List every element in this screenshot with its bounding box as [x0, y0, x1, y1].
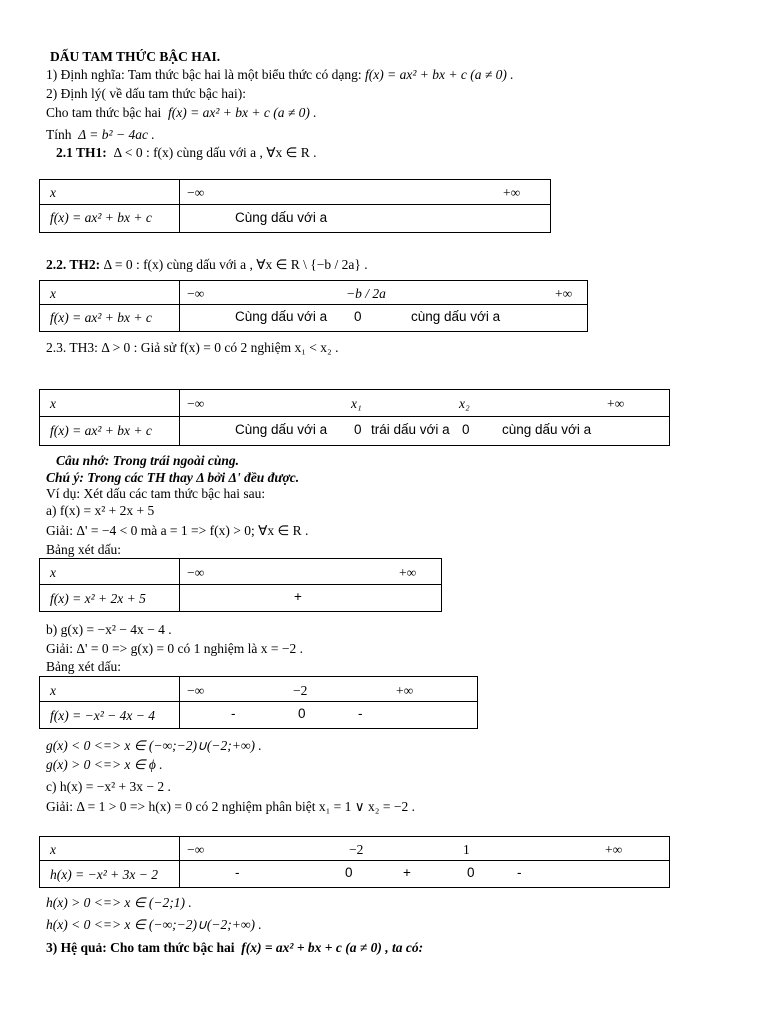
negative-sign: - — [517, 865, 522, 880]
definition-formula: f(x) = ax² + bx + c (a ≠ 0) . — [364, 67, 514, 82]
case2-line — [46, 257, 368, 273]
minus-infinity: −∞ — [187, 683, 205, 698]
sign-table-case1 — [39, 179, 551, 233]
sign-left: Cùng dấu với a — [235, 309, 328, 324]
function-label: f(x) = ax² + bx + c — [50, 210, 152, 225]
root-x1: x₁ — [351, 396, 362, 411]
definition-text: 1) Định nghĩa: Tam thức bậc hai là một biểu thức có dạng: — [46, 67, 362, 82]
corollary-formula: f(x) = ax² + bx + c (a ≠ 0) , ta có: — [241, 940, 424, 955]
negative-sign: - — [358, 706, 363, 721]
root-value: −b / 2a — [346, 286, 386, 301]
root-value: −2 — [349, 842, 364, 857]
corollary-line — [46, 940, 423, 956]
solution-c: Giải: Δ = 1 > 0 => h(x) = 0 có 2 nghiệm phân biệt x₁ = 1 ∨ x₂ = −2 . — [46, 799, 415, 814]
delta-line — [46, 127, 155, 143]
sign-same-as-a: Cùng dấu với a — [235, 210, 328, 225]
positive-sign: + — [403, 865, 411, 880]
theorem-heading: 2) Định lý( về dấu tam thức bậc hai): — [46, 86, 247, 101]
sign-table-caption: Bảng xét dấu: — [46, 659, 121, 674]
plus-infinity: +∞ — [555, 286, 573, 301]
result-c-negative: h(x) < 0 <=> x ∈ (−∞;−2)∪(−2;+∞) . — [46, 917, 262, 932]
sign-middle: trái dấu với a — [371, 422, 450, 437]
sign-table-example-b — [39, 676, 478, 729]
case1-label: 2.1 TH1: — [56, 145, 107, 160]
definition-line — [46, 67, 514, 83]
root-value: 1 — [463, 842, 470, 857]
plus-infinity: +∞ — [605, 842, 623, 857]
example-a: a) f(x) = x² + 2x + 5 — [46, 503, 155, 518]
result-b-negative: g(x) < 0 <=> x ∈ (−∞;−2)∪(−2;+∞) . — [46, 738, 262, 753]
mnemonic-note: Câu nhớ: Trong trái ngoài cùng. — [56, 453, 240, 468]
given-formula: f(x) = ax² + bx + c (a ≠ 0) . — [168, 105, 317, 120]
corollary-label: 3) Hệ quả: Cho tam thức bậc hai — [46, 940, 235, 955]
result-b-positive: g(x) > 0 <=> x ∈ ϕ . — [46, 757, 163, 772]
x-header: x — [50, 396, 56, 411]
delta-formula: Δ = b² − 4ac . — [78, 127, 155, 142]
doc-title: DẤU TAM THỨC BẬC HAI. — [50, 49, 221, 64]
x-header: x — [50, 683, 56, 698]
zero-value: 0 — [467, 865, 475, 880]
plus-infinity: +∞ — [396, 683, 414, 698]
root-x2: x₂ — [459, 396, 470, 411]
minus-infinity: −∞ — [187, 185, 205, 200]
minus-infinity: −∞ — [187, 842, 205, 857]
solution-a: Giải: Δ' = −4 < 0 mà a = 1 => f(x) > 0; ∀x ∈ R . — [46, 523, 309, 538]
sign-table-example-a — [39, 558, 442, 612]
sign-table-example-c — [39, 836, 670, 888]
plus-infinity: +∞ — [399, 565, 417, 580]
function-label: f(x) = ax² + bx + c — [50, 423, 152, 438]
negative-sign: - — [235, 865, 240, 880]
zero-value: 0 — [354, 422, 362, 437]
result-c-positive: h(x) > 0 <=> x ∈ (−2;1) . — [46, 895, 192, 910]
plus-infinity: +∞ — [607, 396, 625, 411]
function-label: f(x) = x² + 2x + 5 — [50, 591, 146, 606]
plus-infinity: +∞ — [503, 185, 521, 200]
solution-b: Giải: Δ' = 0 => g(x) = 0 có 1 nghiệm là x = −2 . — [46, 641, 304, 656]
sign-table-caption: Bảng xét dấu: — [46, 542, 121, 557]
case2-label: 2.2. TH2: — [46, 257, 101, 272]
example-b: b) g(x) = −x² − 4x − 4 . — [46, 622, 172, 637]
function-label: f(x) = ax² + bx + c — [50, 310, 152, 325]
zero-value: 0 — [298, 706, 306, 721]
given-line — [46, 105, 317, 121]
positive-sign: + — [294, 589, 302, 604]
x-header: x — [50, 565, 56, 580]
sign-right: cùng dấu với a — [411, 309, 501, 324]
sign-right: cùng dấu với a — [502, 422, 592, 437]
minus-infinity: −∞ — [187, 286, 205, 301]
root-value: −2 — [293, 683, 308, 698]
given-text: Cho tam thức bậc hai — [46, 105, 162, 120]
function-label: f(x) = −x² − 4x − 4 — [50, 708, 155, 723]
minus-infinity: −∞ — [187, 396, 205, 411]
x-header: x — [50, 842, 56, 857]
minus-infinity: −∞ — [187, 565, 205, 580]
x-header: x — [50, 286, 56, 301]
sign-left: Cùng dấu với a — [235, 422, 328, 437]
negative-sign: - — [231, 706, 236, 721]
case3-line: 2.3. TH3: Δ > 0 : Giả sử f(x) = 0 có 2 nghiệm x₁ < x₂ . — [46, 340, 339, 355]
case1-line — [56, 145, 317, 161]
function-label: h(x) = −x² + 3x − 2 — [50, 867, 158, 882]
zero-value: 0 — [345, 865, 353, 880]
remark-note: Chú ý: Trong các TH thay Δ bởi Δ' đều được. — [46, 470, 300, 485]
x-header: x — [50, 185, 56, 200]
case2-text: Δ = 0 : f(x) cùng dấu với a , ∀x ∈ R \ {−b / 2a} . — [103, 257, 368, 272]
example-heading: Ví dụ: Xét dấu các tam thức bậc hai sau: — [46, 486, 266, 501]
sign-table-case2 — [39, 280, 588, 332]
case1-text: Δ < 0 : f(x) cùng dấu với a , ∀x ∈ R . — [113, 145, 317, 160]
zero-value: 0 — [462, 422, 470, 437]
sign-table-case3 — [39, 389, 670, 446]
zero-value: 0 — [354, 309, 362, 324]
example-c: c) h(x) = −x² + 3x − 2 . — [46, 779, 171, 794]
delta-text: Tính — [46, 127, 72, 142]
